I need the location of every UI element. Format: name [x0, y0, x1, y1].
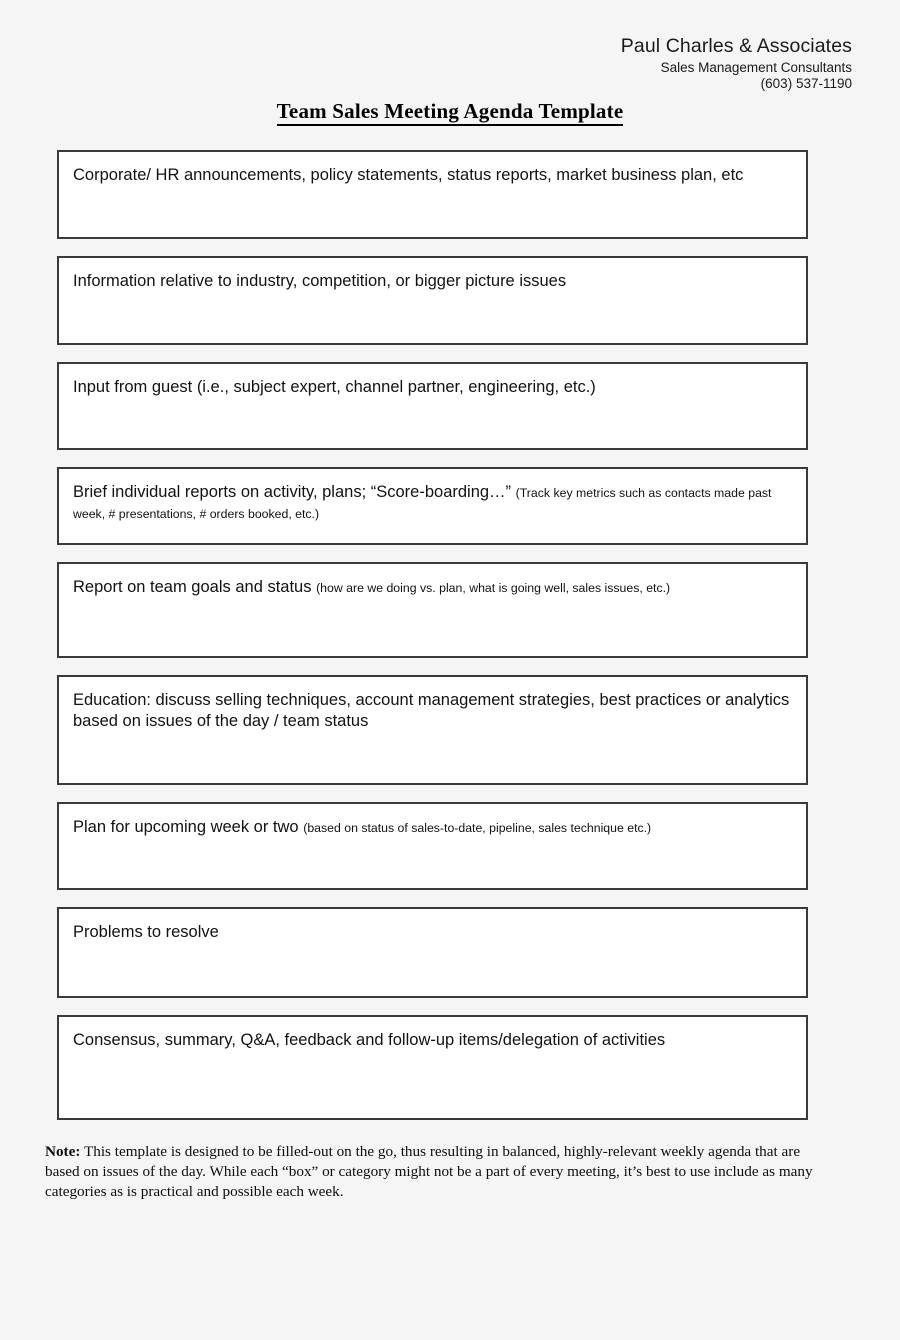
company-tagline: Sales Management Consultants [660, 59, 852, 75]
agenda-box-list [57, 150, 808, 1137]
footer-note-label: Note: [45, 1143, 81, 1160]
agenda-box-plan-upcoming-week[interactable] [57, 802, 808, 890]
agenda-box-consensus-summary-followup[interactable] [57, 1015, 808, 1120]
letterhead [621, 36, 852, 91]
agenda-box-subtext: (how are we doing vs. plan, what is going well, sales issues, etc.) [316, 581, 671, 595]
footer-note [45, 1142, 817, 1201]
agenda-box-text: Consensus, summary, Q&A, feedback and follow-up items/delegation of activities [73, 1031, 666, 1049]
company-phone: (603) 537-1190 [760, 75, 852, 91]
company-name: Paul Charles & Associates [620, 35, 852, 57]
agenda-box-problems-to-resolve[interactable] [57, 907, 808, 998]
agenda-box-text: Report on team goals and status (how are we doing vs. plan, what is going well, sales issues, etc.) [73, 578, 671, 596]
agenda-box-text: Plan for upcoming week or two (based on status of sales-to-date, pipeline, sales technique etc.) [73, 818, 652, 836]
agenda-box-guest-input[interactable] [57, 362, 808, 450]
agenda-box-text: Problems to resolve [73, 923, 219, 941]
page-title [0, 99, 900, 124]
agenda-box-industry-information[interactable] [57, 256, 808, 345]
agenda-box-individual-reports-scoreboarding[interactable] [57, 467, 808, 545]
agenda-box-text: Information relative to industry, competition, or bigger picture issues [73, 272, 567, 290]
agenda-box-text: Corporate/ HR announcements, policy statements, status reports, market business plan, etc [73, 166, 744, 184]
agenda-box-team-goals-and-status[interactable] [57, 562, 808, 658]
agenda-box-subtext: (based on status of sales-to-date, pipeline, sales technique etc.) [303, 821, 652, 835]
agenda-box-text: Input from guest (i.e., subject expert, channel partner, engineering, etc.) [73, 378, 596, 396]
page-title-text: Team Sales Meeting Agenda Template [277, 99, 624, 126]
footer-note-body: This template is designed to be filled-out on the go, thus resulting in balanced, highly-relevant weekly agenda that are based on issues of the day. While each “box” or category might not be a part of every meeting, it’s best to use include as many categories as is practical and possible each week. [45, 1143, 813, 1200]
agenda-box-subtext: (Track key metrics such as contacts made past week, # presentations, # orders booked, etc.) [73, 486, 772, 521]
agenda-box-text: Brief individual reports on activity, plans; “Score-boarding…” (Track key metrics such as contacts made past week, # presentations, # orders booked, etc.) [73, 483, 772, 521]
agenda-box-corporate-hr-announcements[interactable] [57, 150, 808, 239]
agenda-box-education-selling-techniques[interactable] [57, 675, 808, 785]
agenda-box-text: Education: discuss selling techniques, account management strategies, best practices or analytics based on issues of the day / team status [73, 691, 790, 730]
